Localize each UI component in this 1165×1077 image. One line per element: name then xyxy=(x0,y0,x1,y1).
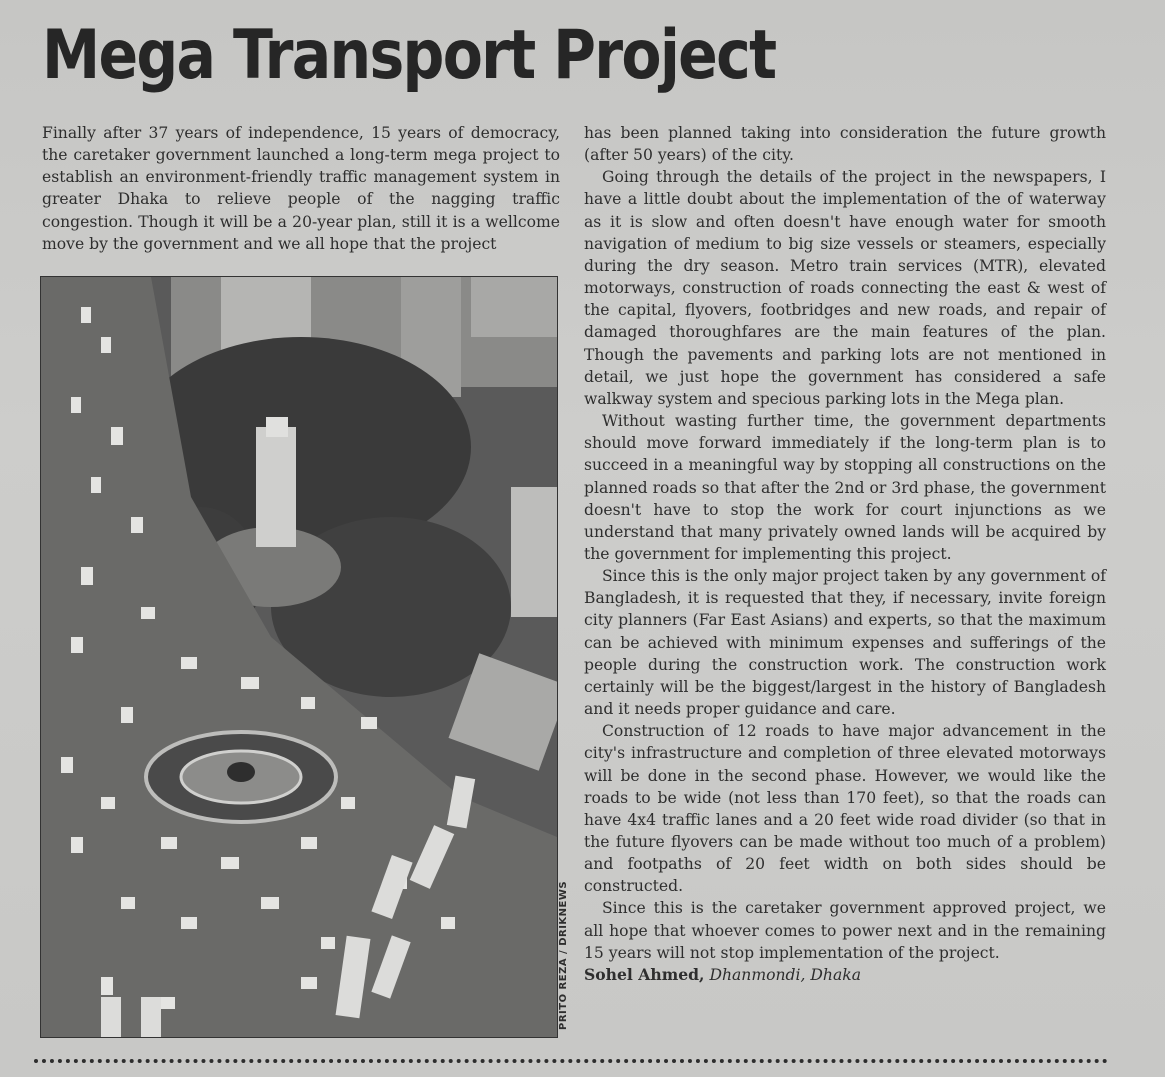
photo-illustration xyxy=(41,277,557,1037)
author-signature xyxy=(584,964,1106,986)
photo-credit: PRITO REZA / DRIKNEWS xyxy=(558,880,569,1030)
body-paragraph: Since this is the only major project taken by any government of Bangladesh, it is requested that they, if necessary, invite foreign city planners (Far East Asians) and experts, so that the maximum can be achieved with minimum expenses and sufferings of the people during the construction work. The construction work certainly will be the biggest/largest in the history of Bangladesh and it needs proper guidance and care. xyxy=(584,567,1106,719)
body-paragraph: Going through the details of the project in the newspapers, I have a little doubt about the implementation of the of waterway as it is slow and often doesn't have enough water for smooth navigation of medium to big size vessels or steamers, especially during the dry season. Metro train services (MTR), elevated motorways, construction of roads connecting the east & west of the capital, flyovers, footbridges and new roads, and repair of damaged thoroughfares are the main features of the plan. Though the pavements and parking lots are not mentioned in detail, we just hope the government has considered a safe walkway system and specious parking lots in the Mega plan. xyxy=(584,168,1106,408)
right-column xyxy=(584,122,1106,986)
body-paragraph: has been planned taking into consideration the future growth (after 50 years) of the city. xyxy=(584,124,1106,165)
dotted-divider xyxy=(34,1059,1108,1063)
body-paragraph: Construction of 12 roads to have major advancement in the city's infrastructure and completion of three elevated motorways will be done in the second phase. However, we would like the roads to be wide (not less than 170 feet), so that the roads can have 4x4 traffic lanes and a 20 feet wide road divider (so that in the future flyovers can be made without too much of a problem) and footpaths of 20 feet width on both sides should be constructed. xyxy=(584,722,1106,896)
body-paragraph: Finally after 37 years of independence, 15 years of democracy, the caretaker government launched a long-term mega project to establish an environment-friendly traffic management system in greater Dhaka to relieve people of the nagging traffic congestion. Though it will be a 20-year plan, still it is a wellcome move by the government and we all hope that the project xyxy=(42,124,560,253)
body-paragraph: Without wasting further time, the government departments should move forward immediately if the long-term plan is to succeed in a meaningful way by stopping all constructions on the planned roads so that after the 2nd or 3rd phase, the government doesn't have to stop the work for court injunctions as we understand that many privately owned lands will be acquired by the government for implementing this project. xyxy=(584,412,1106,563)
body-paragraph: Since this is the caretaker government approved project, we all hope that whoever comes to power next and in the remaining 15 years will not stop implementation of the project. xyxy=(584,899,1106,962)
headline: Mega Transport Project xyxy=(42,16,776,95)
left-column xyxy=(42,122,560,255)
aerial-traffic-photo xyxy=(40,276,558,1038)
author-place: Dhanmondi, Dhaka xyxy=(709,965,862,984)
author-name: Sohel Ahmed, xyxy=(584,964,705,984)
